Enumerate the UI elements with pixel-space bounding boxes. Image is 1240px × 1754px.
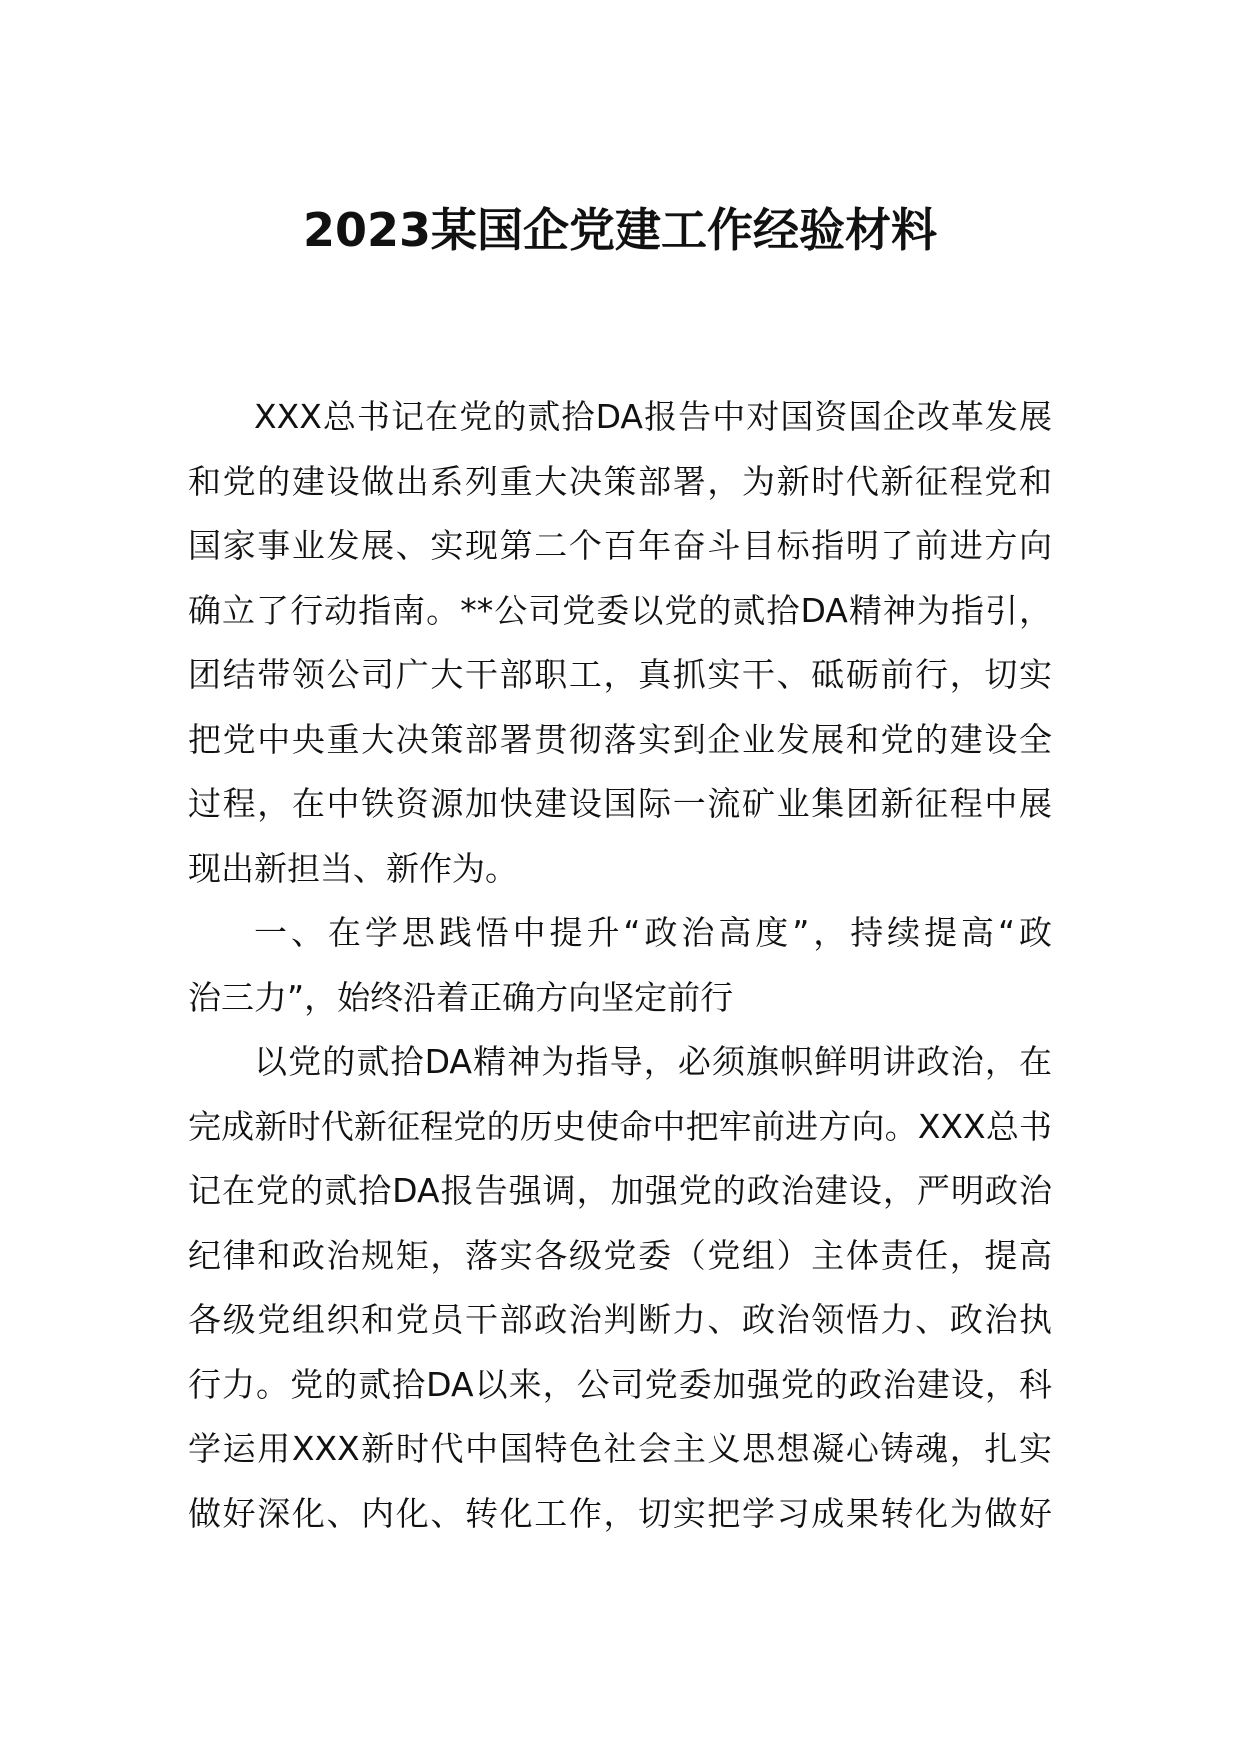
- text-line: 国家事业发展、实现第二个百年奋斗目标指明了前进方向: [188, 526, 1052, 565]
- text-line: 行力。党的贰拾DA以来，公司党委加强党的政治建设，科: [188, 1364, 1052, 1404]
- text-line: 做好深化、内化、转化工作，切实把学习成果转化为做好: [188, 1493, 1052, 1533]
- text-line: 过程，在中铁资源加快建设国际一流矿业集团新征程中展: [188, 784, 1052, 823]
- text-line: 完成新时代新征程党的历史使命中把牢前进方向。XXX总书: [188, 1106, 1052, 1146]
- text-line: XXX总书记在党的贰拾DA报告中对国资国企改革发展: [254, 397, 1052, 436]
- text-line: 学运用XXX新时代中国特色社会主义思想凝心铸魂，扎实: [188, 1429, 1052, 1468]
- text-line: 和党的建设做出系列重大决策部署，为新时代新征程党和: [188, 461, 1052, 501]
- text-line: 各级党组织和党员干部政治判断力、政治领悟力、政治执: [188, 1300, 1052, 1339]
- text-line: 现出新担当、新作为。: [188, 848, 518, 888]
- text-line: 以党的贰拾DA精神为指导，必须旗帜鲜明讲政治，在: [254, 1042, 1052, 1081]
- document-title: 2023某国企党建工作经验材料: [302, 203, 938, 257]
- text-line: 团结带领公司广大干部职工，真抓实干、砥砺前行，切实: [188, 655, 1052, 694]
- text-line: 记在党的贰拾DA报告强调，加强党的政治建设，严明政治: [188, 1171, 1052, 1210]
- document-body: [188, 385, 1052, 1546]
- text-line: 治三力”，始终沿着正确方向坚定前行: [188, 977, 734, 1017]
- text-line: 把党中央重大决策部署贯彻落实到企业发展和党的建设全: [188, 719, 1052, 759]
- text-line: 一、在学思践悟中提升“政治高度”，持续提高“政: [254, 913, 1052, 952]
- text-line: 纪律和政治规矩，落实各级党委（党组）主体责任，提高: [188, 1235, 1052, 1275]
- text-line: 确立了行动指南。**公司党委以党的贰拾DA精神为指引，: [188, 590, 1052, 630]
